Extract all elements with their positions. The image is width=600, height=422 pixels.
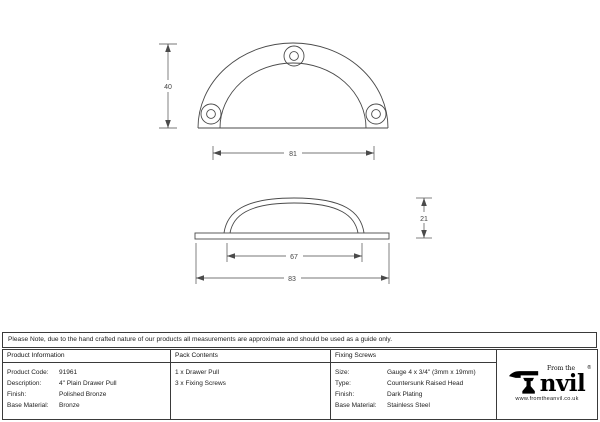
table-row xyxy=(7,378,166,389)
logo-tagline: From the xyxy=(547,364,576,372)
logo-cell xyxy=(497,350,597,419)
side-outer-width-label: 83 xyxy=(288,276,296,283)
front-height-label: 40 xyxy=(164,84,172,91)
spec-value: Stainless Steel xyxy=(387,402,430,409)
registered-trademark: ® xyxy=(587,364,591,371)
table-row xyxy=(335,378,492,389)
pack-contents-column xyxy=(171,350,331,419)
measurement-notice: Please Note, due to the hand crafted nature of our products all measurements are approximate and should be used as a guide only. xyxy=(2,332,597,348)
spec-value: Gauge 4 x 3/4" (3mm x 19mm) xyxy=(387,369,476,376)
anvil-icon xyxy=(509,370,539,394)
anvil-logo xyxy=(501,364,593,402)
spec-value: Dark Plating xyxy=(387,391,423,398)
table-row xyxy=(7,400,166,411)
spec-label: Base Material: xyxy=(7,402,49,409)
table-row xyxy=(335,389,492,400)
spec-value: 91961 xyxy=(59,369,78,376)
pack-item: 1 x Drawer Pull xyxy=(175,369,220,376)
pack-contents-header: Pack Contents xyxy=(171,350,330,363)
table-row xyxy=(7,389,166,400)
front-view xyxy=(198,43,388,128)
spec-label: Finish: xyxy=(7,391,27,398)
spec-label: Product Code: xyxy=(7,369,49,376)
spec-value: Polished Bronze xyxy=(59,391,107,398)
fixing-screws-column xyxy=(331,350,497,419)
spec-value: Bronze xyxy=(59,402,80,409)
spec-value: Countersunk Raised Head xyxy=(387,380,464,387)
side-view xyxy=(195,198,389,239)
screw-hole-left xyxy=(201,104,221,124)
pack-item: 3 x Fixing Screws xyxy=(175,380,226,387)
product-information-header: Product Information xyxy=(3,350,170,363)
table-row xyxy=(335,367,492,378)
fixing-screws-header: Fixing Screws xyxy=(331,350,496,363)
logo-name-text: nvil xyxy=(539,369,586,397)
product-information-column xyxy=(3,350,171,419)
spec-value: 4" Plain Drawer Pull xyxy=(59,380,117,387)
logo-website: www.fromtheanvil.co.uk xyxy=(515,395,579,402)
screw-hole-right xyxy=(366,104,386,124)
spec-label: Base Material: xyxy=(335,402,377,409)
spec-label: Size: xyxy=(335,369,350,376)
side-inner-width-label: 67 xyxy=(290,254,298,261)
front-width-label: 81 xyxy=(289,151,297,158)
spec-label: Type: xyxy=(335,380,351,387)
side-height-label: 21 xyxy=(420,216,428,223)
table-row xyxy=(335,400,492,411)
spec-label: Description: xyxy=(7,380,42,387)
table-row xyxy=(7,367,166,378)
spec-table xyxy=(2,349,598,420)
spec-label: Finish: xyxy=(335,391,355,398)
